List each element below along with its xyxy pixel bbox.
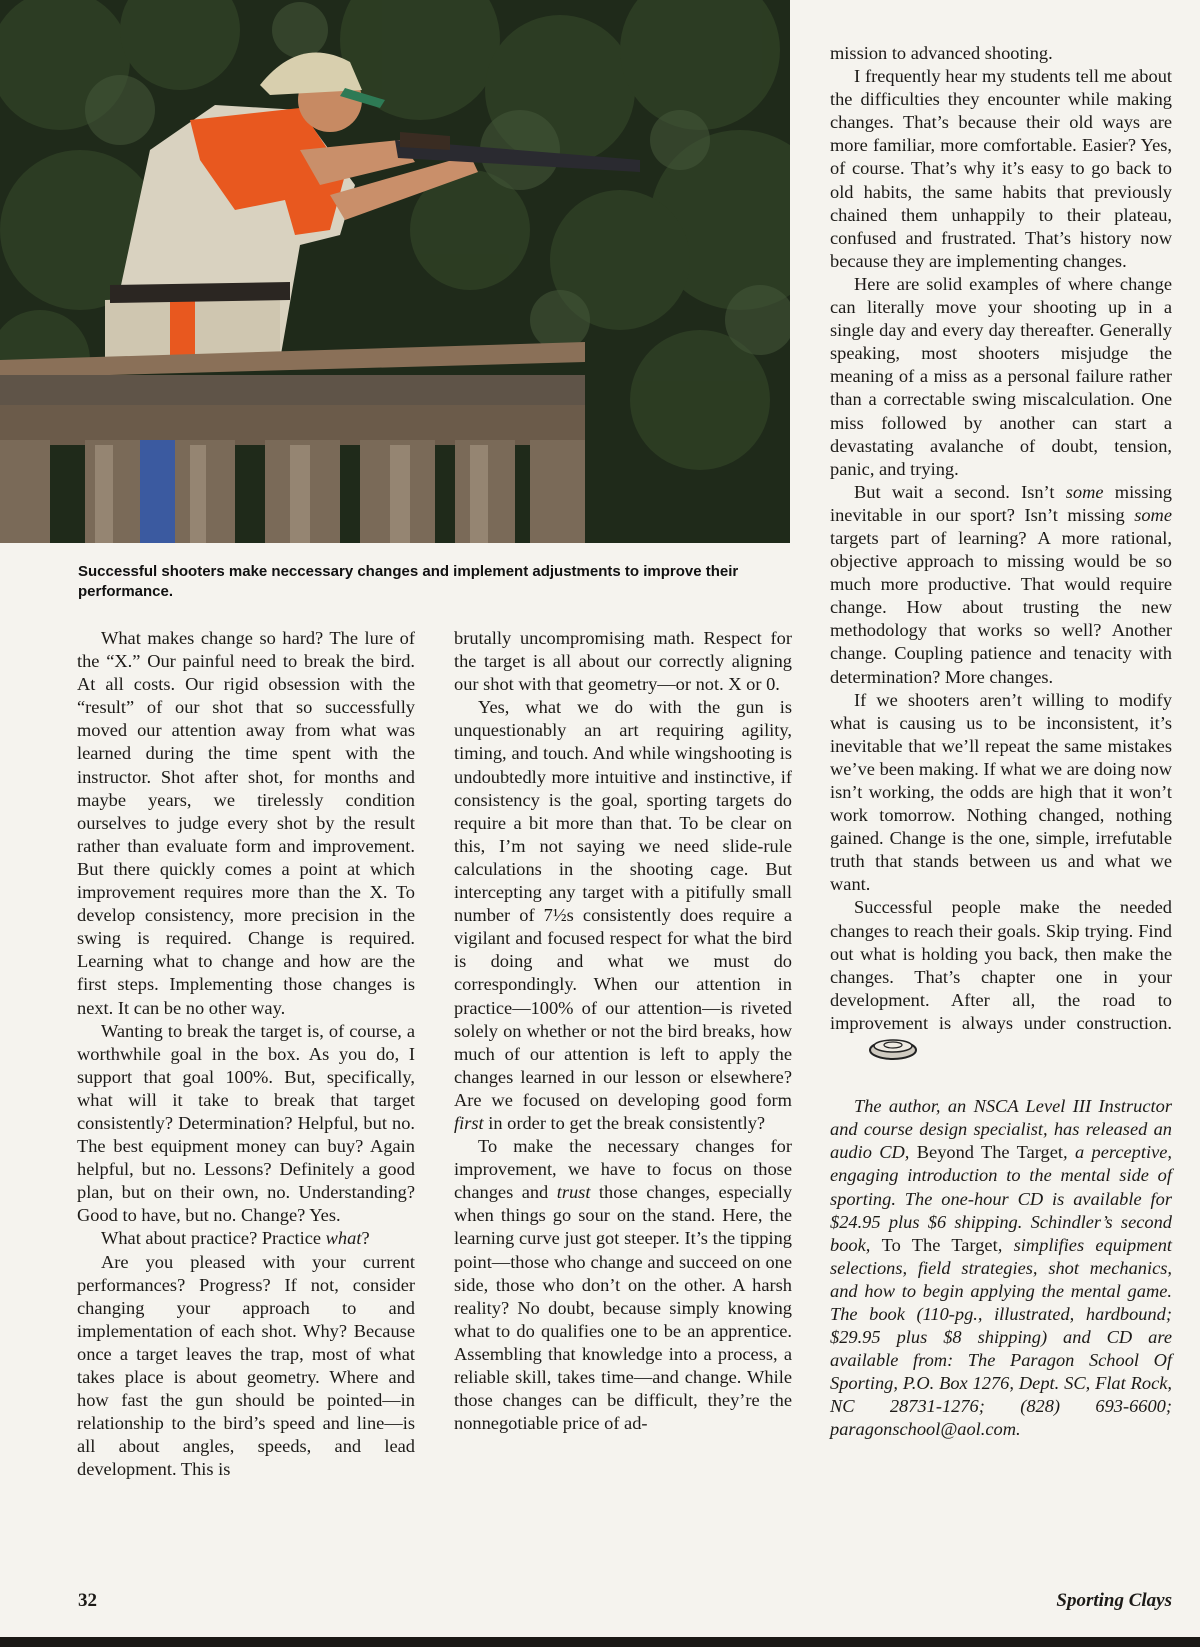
shooter-illustration	[0, 0, 790, 543]
paragraph: brutally uncompromising math. Respect for the target is all about our correctly aligning our shot with that geometry—or not. X or 0.	[454, 628, 792, 695]
page-number: 32	[78, 1590, 97, 1611]
paragraph: What makes change so hard? The lure of the “X.” Our painful need to break the bird. At all costs. Our rigid obsession with the “result” of our shot that so successfully moved our attention away from what was learned during the time spent with the instructor. Shot after shot, for months and maybe years, we tirelessly condition ourselves to judge every shot by the result rather than evaluate form and improvement. But there quickly comes a point at which improvement requires more than the X. To develop consistency, more precision in the swing is required. Change is required. Learning what to change and how are the first steps. Implementing those changes is next. It can be no other way.	[77, 628, 415, 1018]
article-photo	[0, 0, 790, 543]
paragraph: But wait a second. Isn’t some missing inevitable in our sport? Isn’t missing some targets part of learning? A more rational, objective approach to missing would be so much more productive. That would require change. How about trusting the new methodology that works so well? Another change. Coupling patience and tenacity with determination? More changes.	[830, 481, 1172, 687]
paragraph: To make the necessary changes for improvement, we have to focus on those changes and trust those changes, especially when things go sour on the stand. Here, the learning curve just got steeper. It’s the tipping point—those who change and succeed on one side, those who don’t on the other. A harsh reality? No doubt, because simply knowing what to do qualifies one to be an apprentice. Assembling that knowledge into a process, a reliable skill, takes time—and change. While those changes can be difficult, they’re the nonnegotiable price of ad-	[454, 1136, 793, 1434]
paragraph: Here are solid examples of where change can literally move your shooting up in a single day and every day thereafter. Generally speaking, most shooters misjudge the meaning of a miss as a personal failure rather than a correctable swing miscalculation. One miss followed by another can start a devastating avalanche of doubt, tension, panic, and trying.	[830, 273, 1172, 479]
paragraph: What about practice? Practice what?	[101, 1228, 370, 1249]
photo-caption: Successful shooters make neccessary changes and implement adjustments to improve their performance.	[78, 563, 739, 600]
article-column-1	[77, 627, 415, 1481]
paragraph: Are you pleased with your current performances? Progress? If not, consider changing your approach to and implementation of each shot. Why? Because once a target leaves the trap, most of what takes place is about geometry. Where and how fast the gun should be pointed—in relationship to the bird’s speed and line—is all about angles, speeds, and lead development. This is	[77, 1251, 415, 1480]
article-column-2	[454, 627, 792, 1435]
paragraph: Successful people make the needed changes to reach their goals. Skip trying. Find out what is holding you back, then make the changes. That’s chapter one in your development. After all, the road to improvement is always under construction.	[830, 896, 1172, 1067]
article-column-3	[830, 42, 1172, 1442]
paragraph: mission to advanced shooting.	[830, 43, 1053, 63]
page-edge	[0, 1637, 1200, 1647]
paragraph: If we shooters aren’t willing to modify what is causing us to be inconsistent, it’s inevitable that we’ll repeat the same mistakes we’ve been making. If what we are doing now isn’t working, the odds are high that it won’t work tomorrow. Nothing changed, nothing gained. Change is the one, simple, irrefutable truth that stands between us and what we want.	[830, 689, 1172, 895]
clay-target-icon	[844, 1035, 918, 1067]
magazine-name: Sporting Clays	[1056, 1590, 1172, 1611]
paragraph: I frequently hear my students tell me about the difficulties they encounter while making changes. That’s because their old ways are more familiar, more comfortable. Easier? Yes, of course. That’s why it’s easy to go back to old habits, the same habits that previously chained them unhappily to their plateau, confused and frustrated. That’s history now because they are implementing changes.	[830, 66, 1172, 271]
paragraph: Yes, what we do with the gun is unquestionably an art requiring agility, timing, and touch. And while wingshooting is undoubtedly more intuitive and instinctive, if consistency is the goal, sporting targets do require a bit more than that. To be clear on this, I’m not saying we need slide-rule calculations in the shooting cage. But intercepting any target with a pitifully small number of 7½s consistently does require a vigilant and focused respect for what the bird is doing and what we must do correspondingly. When our attention in practice—100% of our attention—is riveted solely on whether or not the bird breaks, how much of our attention is left to apply the changes learned in our lesson or elsewhere? Are we focused on developing good form first in order to get the break consistently?	[454, 697, 792, 1133]
author-bio: The author, an NSCA Level III Instructor and course design specialist, has released an audio CD, Beyond The Target, a perceptive, engaging introduction to the mental side of sporting. The one-hour CD is available for $24.95 plus $6 shipping. Schindler’s second book, To The Target, simplifies equipment selections, field strategies, shot mechanics, and how to begin applying the mental game. The book (110-pg., illustrated, hardbound; $29.95 plus $8 shipping) and CD are available from: The Paragon School Of Sporting, P.O. Box 1276, Dept. SC, Flat Rock, NC 28731-1276; (828) 693-6600; paragonschool@aol.com.	[830, 1096, 1173, 1440]
paragraph: Wanting to break the target is, of course, a worthwhile goal in the box. As you do, I support that goal 100%. But, specifically, what will it take to break that target consistently? Determination? Helpful, but no. The best equipment money can buy? Again helpful, but no. Lessons? Definitely a good plan, but on their own, no. Understanding? Good to have, but no. Change? Yes.	[77, 1020, 415, 1226]
